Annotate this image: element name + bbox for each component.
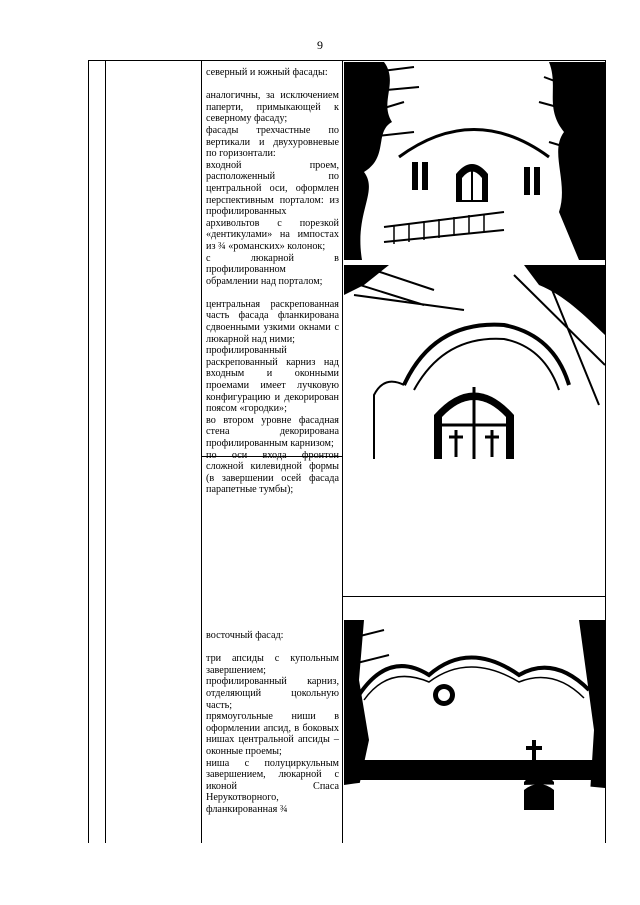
facade-paragraph: аналогичны, за исключением паперти, примыкающей к северному фасаду;: [206, 90, 339, 125]
table-column-divider: [105, 60, 106, 843]
row-divider-photo: [342, 596, 606, 597]
facade-heading: восточный фасад:: [206, 630, 284, 641]
facade-paragraph: по оси входа фронтон сложной килевидной формы (в завершении осей фасада парапетные тумбы);: [206, 449, 339, 496]
facade-paragraph: входной проем, расположенный по центральной оси, оформлен перспективным порталом: из профилированных архивольтов с порезкой «дентикулами» на импостах из ¾ «романских» колонок;: [206, 159, 339, 252]
table-border-left: [88, 60, 89, 843]
table-border-right: [605, 60, 606, 843]
facade-paragraph: ниша с полуциркульным завершением, люкарной с иконой Спаса Нерукотворного, фланкированная ¾: [206, 757, 339, 815]
facade-paragraph: профилированный раскрепованный карниз над входным и оконными проемами имеет лучковую конфигурацию и декорирован поясом «городки»;: [206, 345, 339, 415]
photo-north-facade: [344, 62, 605, 260]
north-south-facade-text: [206, 67, 339, 496]
photo-portal-closeup: [344, 265, 605, 459]
facade-paragraph: центральная раскрепованная часть фасада фланкирована сдвоенными узкими окнами с люкарной над ними;: [206, 298, 339, 345]
page-number: 9: [317, 38, 323, 52]
east-facade-text: [206, 630, 339, 816]
table-column-divider: [201, 60, 202, 843]
facade-paragraph: с люкарной в профилированном обрамлении над порталом;: [206, 252, 339, 287]
table-border-top: [88, 60, 606, 61]
monument-description-table: [88, 60, 606, 843]
facade-paragraph: во втором уровне фасадная стена декорирована профилированным карнизом;: [206, 414, 339, 449]
table-column-divider: [342, 60, 343, 843]
facade-paragraph: фасады трехчастные по вертикали и двухуровневые по горизонтали:: [206, 124, 339, 160]
facade-heading: северный и южный фасады:: [206, 67, 328, 78]
photo-east-facade: [344, 620, 605, 810]
facade-paragraph: прямоугольные ниши в оформлении апсид, в боковых нишах центральной апсиды – оконные проемы;: [206, 711, 339, 757]
facade-paragraph: три апсиды с купольным завершением;: [206, 653, 339, 676]
facade-paragraph: профилированный карниз, отделяющий цокольную часть;: [206, 676, 339, 711]
